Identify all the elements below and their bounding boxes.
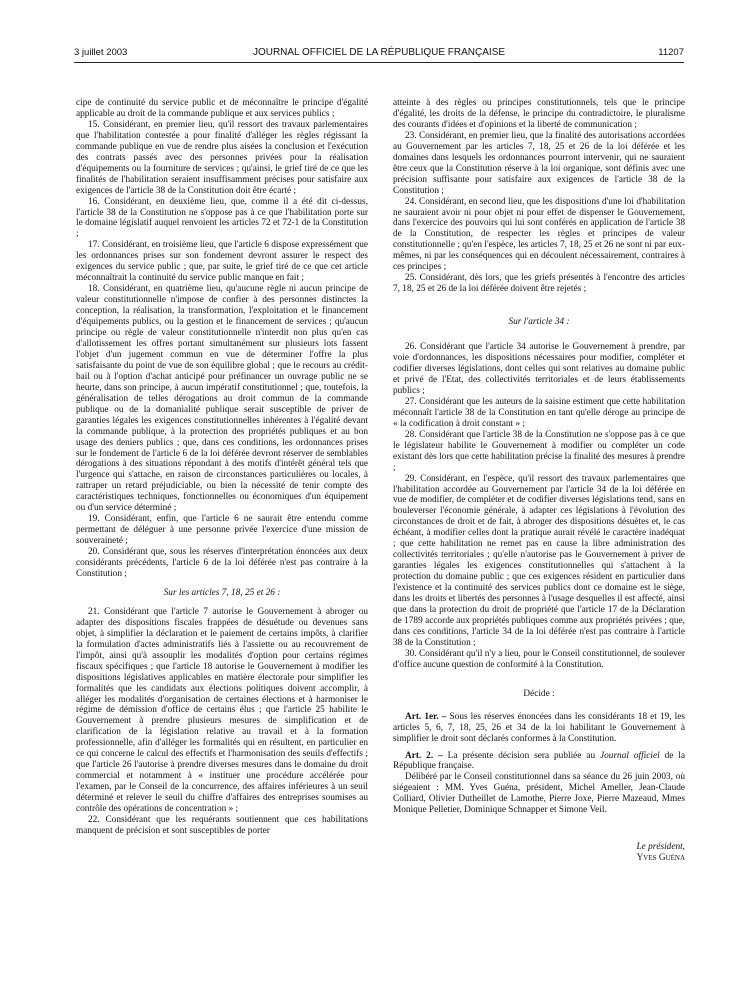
section-heading: Sur l'article 34 : [508,317,570,328]
right-column [393,98,685,864]
article-2-text-end: de la République française. [393,750,685,772]
article-1-label: Art. 1er. – [405,711,447,722]
deliberation-paragraph: Délibéré par le Conseil constitutionnel dans sa séance du 26 juin 2003, où siégeaient : MM. Yves Guéna, président, Michel Ameller, Jean-Claude Colliard, Olivier Dutheillet de Lamothe, Pierre Joxe, Pierre Mazeaud, Mmes Monique Pelletier, Dominique Schnapper et Simone Veil. [393,772,685,816]
paragraph: 19. Considérant, enfin, que l'article 6 ne saurait être entendu comme permettant de déléguer à une personne privée l'exercice d'une mission de souveraineté ; [76,514,368,547]
signature-name: Yves Guéna [636,853,685,864]
paragraph: 20. Considérant que, sous les réserves d'interprétation énoncées aux deux considérants précédents, l'article 6 de la loi déférée n'est pas contraire à la Constitution ; [76,547,368,579]
header-rule [74,62,684,63]
left-column [76,98,368,837]
journal-reference: Journal officiel [600,750,660,761]
signature-title: Le président, [636,842,685,853]
paragraph: 29. Considérant, en l'espèce, qu'il ressort des travaux parlementaires que l'habilitation accordée au Gouvernement par l'article 34 de la loi déférée en vue de modifier, de compléter et de codifier diverses législations tend, sans en bouleverser l'économie générale, à adapter ces législations à l'évolution des circonstances de droit et de fait, à abroger des dispositions désuètes et, le cas échéant, à modifier celles dont la pratique aurait révélé le caractère inadéquat ; que cette habilitation ne remet pas en cause la libre administration des collectivités territoriales ; qu'elle n'autorise pas le Gouvernement à priver de garanties légales les exigences constitutionnelles qui s'attachent à la protection du domaine public ; que ces exigences résident en particulier dans l'existence et la continuité des services publics dont ce domaine est le siège, dans les droits et libertés des personnes à l'usage desquelles il est affecté, ainsi que dans la protection du droit de propriété que l'article 17 de la Déclaration de 1789 accorde aux propriétés publiques comme aux propriétés privées ; que, dans ces conditions, l'article 34 de la loi déférée n'est pas contraire à l'article 38 de la Constitution ; [393,473,685,648]
paragraph: 18. Considérant, en quatrième lieu, qu'aucune règle ni aucun principe de valeur constitutionnelle n'impose de confier à des personnes distinctes la conception, la réalisation, la transformation, l'exploitation et le financement d'équipements publics, ou la gestion et le financement de services ; qu'aucun principe ou règle de valeur constitutionnelle n'interdit non plus qu'en cas d'allotissement les offres portant simultanément sur plusieurs lots fassent l'objet d'un jugement commun en vue de déterminer l'offre la plus satisfaisante du point de vue de son équilibre global ; que le recours au crédit-bail ou à l'option d'achat anticipé pour préfinancer un ouvrage public ne se heurte, dans son principe, à aucun impératif constitutionnel ; que, toutefois, la généralisation de telles dérogations au droit commun de la commande publique ou de la domanialité publique serait susceptible de priver de garanties légales les exigences constitutionnelles inhérentes à l'égalité devant la commande publique, à la protection des propriétés publiques et au bon usage des deniers publics ; que, dans ces conditions, les ordonnances prises sur le fondement de l'article 6 de la loi déférée devront réserver de semblables dérogations à des situations répondant à des motifs d'intérêt général tels que l'urgence qui s'attache, en raison de circonstances particulières ou locales, à rattraper un retard préjudiciable, ou bien la nécessité de tenir compte des caractéristiques techniques, fonctionnelles ou économiques d'un équipement ou d'un service déterminé ; [76,284,368,514]
paragraph: 27. Considérant que les auteurs de la saisine estiment que cette habilitation méconnaît l'article 38 de la Constitution en tant qu'elle déroge au principe de « la codification à droit constant » ; [393,396,685,429]
paragraph: 24. Considérant, en second lieu, que les dispositions d'une loi d'habilitation ne sauraient avoir ni pour objet ni pour effet de dispenser le Gouvernement, dans l'exercice des pouvoirs qui lui sont conférés en application de l'article 38 de la Constitution, de respecter les règles et principes de valeur constitutionnelle ; qu'en l'espèce, les articles 7, 18, 25 et 26 ne sont ni par eux-mêmes, ni par les conséquences qui en découlent nécessairement, contraires à ces principes ; [393,196,685,273]
paragraph: cipe de continuité du service public et de méconnaître le principe d'égalité applicable au droit de la commande publique et aux services publics ; [76,98,368,119]
paragraph: 26. Considérant que l'article 34 autorise le Gouvernement à prendre, par voie d'ordonnances, les dispositions nécessaires pour modifier, compléter et codifier diverses législations, dont celles qui sont relatives au domaine public et privé de l'Etat, des collectivités territoriales et de leurs établissements publics ; [393,342,685,396]
article-2 [393,751,685,773]
header-date: 3 juillet 2003 [74,47,128,58]
article-1 [393,712,685,745]
decision-heading: Décide : [523,688,555,699]
article-2-text: La présente décision sera publiée au [447,750,596,761]
paragraph: 23. Considérant, en premier lieu, que la finalité des autorisations accordées au Gouvernement par les articles 7, 18, 25 et 26 de la loi déférée et les domaines dans lesquels les ordonnances pourront intervenir, qui ne sauraient être ceux que la Constitution réserve à la loi organique, sont définis avec une précision suffisante pour satisfaire aux exigences de l'article 38 de la Constitution ; [393,130,685,196]
page-number: 11207 [658,47,684,58]
paragraph: 21. Considérant que l'article 7 autorise le Gouvernement à abroger ou adapter des dispositions fiscales frappées de désuétude ou devenues sans objet, à simplifier la déclaration et le paiement de certains impôts, à clarifier la formulation d'actes administratifs liés à l'assiette ou au recouvrement de l'impôt, ainsi qu'à assouplir les modalités d'option pour certains régimes fiscaux spécifiques ; que l'article 18 autorise le Gouvernement à modifier les dispositions législatives applicables en matière électorale pour simplifier les formalités que les candidats aux élections politiques doivent accomplir, à alléger les modalités d'organisation de certaines élections et à harmoniser le régime de démission d'office de certains élus ; que l'article 25 habilite le Gouvernement à prendre plusieurs mesures de simplification et de clarification de la législation relative au travail et à la formation professionnelle, afin d'alléger les formalités qui en résultent, en particulier en ce qui concerne le calcul des effectifs et l'harmonisation des seuils d'effectifs ; que l'article 26 l'autorise à prendre diverses mesures dans le domaine du droit commercial et notamment à « instituer une procédure accélérée pour l'examen, par le Conseil de la concurrence, des affaires inférieures à un seuil déterminé et relever le seuil du chiffre d'affaires des entreprises soumises au contrôle des opérations de concentration » ; [76,606,368,815]
journal-title: JOURNAL OFFICIEL DE LA RÉPUBLIQUE FRANÇAISE [252,47,506,58]
article-2-label: Art. 2. – [405,750,443,761]
paragraph: 17. Considérant, en troisième lieu, que l'article 6 dispose expressément que les ordonnances prises sur son fondement devront assurer le respect des exigences du service public ; que, par suite, le grief tiré de ce que cet article méconnaîtrait la continuité du service public manque en fait ; [76,240,368,284]
paragraph: 30. Considérant qu'il n'y a lieu, pour le Conseil constitutionnel, de soulever d'office aucune question de conformité à la Constitution. [393,648,685,670]
page-header [74,47,684,61]
paragraph: 22. Considérant que les requérants soutiennent que ces habilitations manquent de précision et sont susceptibles de porter [76,815,368,836]
paragraph: 15. Considérant, en premier lieu, qu'il ressort des travaux parlementaires que l'habilitation contestée a pour finalité d'alléger les règles régissant la commande publique en vue de rendre plus aisées la conclusion et l'exécution des contrats passés avec des personnes privées pour la réalisation d'équipements ou la fourniture de services ; qu'ainsi, le grief tiré de ce que les finalités de l'habilitation seraient insuffisamment précises pour satisfaire aux exigences de l'article 38 de la Constitution doit être écarté ; [76,119,368,196]
article-1-text: Sous les réserves énoncées dans les considérants 18 et 19, les articles 5, 6, 7, 18, 25, 26 et 34 de la loi habilitant le Gouvernement à simplifier le droit sont déclarés conformes à la Constitution. [393,711,685,744]
paragraph: 28. Considérant que l'article 38 de la Constitution ne s'oppose pas à ce que le législateur habilite le Gouvernement à modifier ou compléter un code existant dès lors que cette habilitation précise la finalité des mesures à prendre ; [393,429,685,473]
paragraph: atteinte à des règles ou principes constitutionnels, tels que le principe d'égalité, les droits de la défense, le principe du contradictoire, le pluralisme des courants d'idées et d'opinions et la liberté de communication ; [393,98,685,130]
section-heading: Sur les articles 7, 18, 25 et 26 : [163,587,281,598]
paragraph: 16. Considérant, en deuxième lieu, que, comme il a été dit ci-dessus, l'article 38 de la Constitution ne s'oppose pas à ce que l'habilitation porte sur le domaine législatif auquel renvoient les articles 72 et 72-1 de la Constitution ; [76,196,368,240]
paragraph: 25. Considérant, dès lors, que les griefs présentés à l'encontre des articles 7, 18, 25 et 26 de la loi déférée doivent être rejetés ; [393,273,685,295]
